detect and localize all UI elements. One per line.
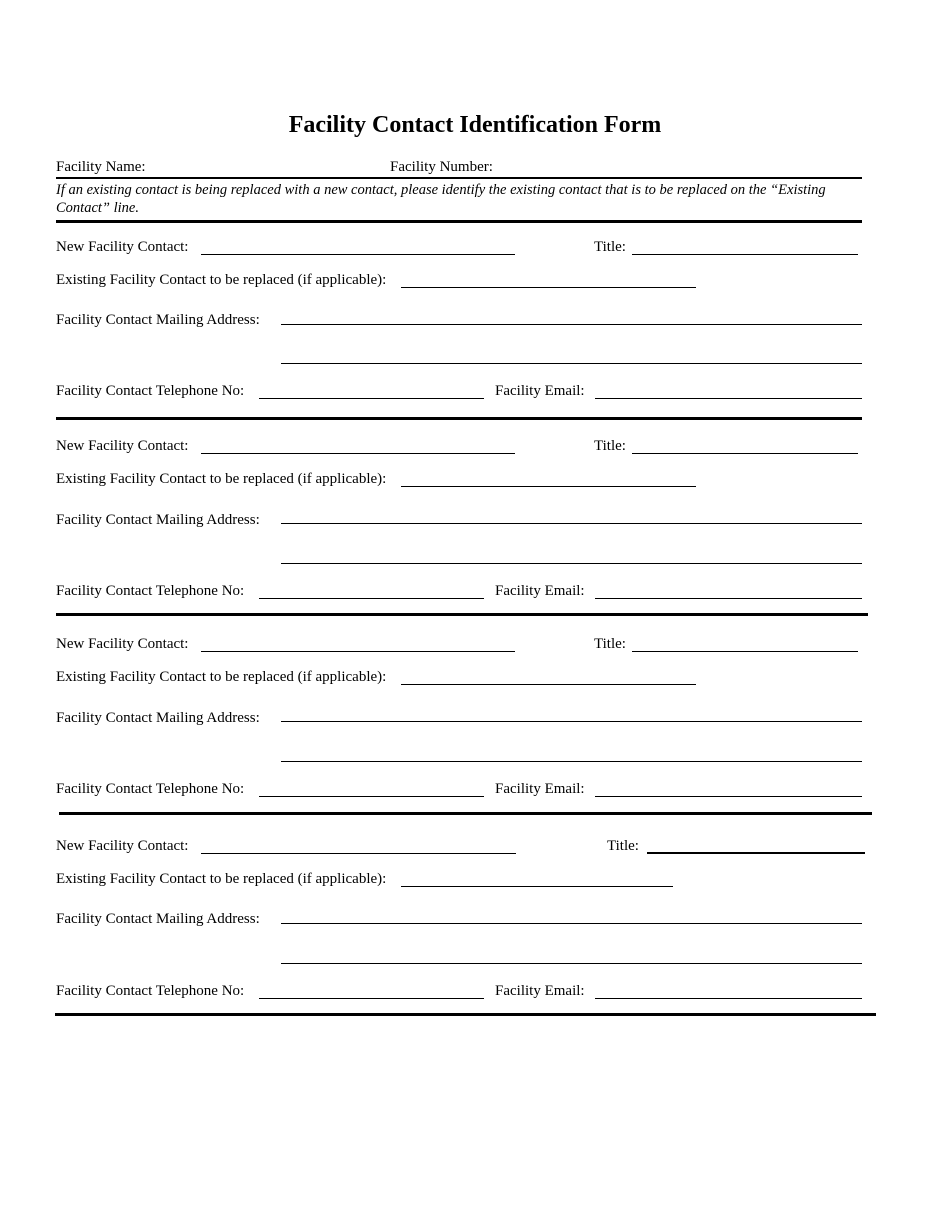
form-title: Facility Contact Identification Form bbox=[288, 112, 662, 138]
telephone-input[interactable] bbox=[259, 382, 484, 399]
existing-contact-label: Existing Facility Contact to be replaced (if applicable): bbox=[56, 871, 387, 887]
telephone-label: Facility Contact Telephone No: bbox=[56, 983, 245, 999]
facility-number-label: Facility Number: bbox=[390, 159, 493, 175]
mailing-address-line-1[interactable] bbox=[281, 507, 862, 524]
new-contact-label: New Facility Contact: bbox=[56, 838, 189, 854]
mailing-address-label: Facility Contact Mailing Address: bbox=[56, 512, 260, 528]
existing-contact-label: Existing Facility Contact to be replaced (if applicable): bbox=[56, 272, 387, 288]
title-label: Title: bbox=[594, 438, 626, 454]
email-label: Facility Email: bbox=[495, 781, 585, 797]
existing-contact-input[interactable] bbox=[401, 470, 696, 487]
mailing-address-line-2[interactable] bbox=[281, 947, 862, 964]
email-label: Facility Email: bbox=[495, 583, 585, 599]
email-input[interactable] bbox=[595, 382, 862, 399]
block-divider bbox=[59, 812, 872, 815]
header-divider bbox=[56, 177, 862, 179]
telephone-input[interactable] bbox=[259, 780, 484, 797]
title-label: Title: bbox=[594, 636, 626, 652]
mailing-address-line-1[interactable] bbox=[281, 308, 862, 325]
form-bottom-rule bbox=[55, 1013, 876, 1016]
title-input[interactable] bbox=[632, 635, 858, 652]
title-label: Title: bbox=[594, 239, 626, 255]
telephone-label: Facility Contact Telephone No: bbox=[56, 383, 245, 399]
email-label: Facility Email: bbox=[495, 983, 585, 999]
new-contact-label: New Facility Contact: bbox=[56, 636, 189, 652]
facility-name-label: Facility Name: bbox=[56, 159, 146, 175]
new-contact-input[interactable] bbox=[201, 635, 515, 652]
mailing-address-line-1[interactable] bbox=[281, 907, 862, 924]
block-divider bbox=[56, 417, 862, 420]
block-divider bbox=[56, 613, 868, 616]
email-input[interactable] bbox=[595, 982, 862, 999]
existing-contact-label: Existing Facility Contact to be replaced (if applicable): bbox=[56, 471, 387, 487]
new-contact-input[interactable] bbox=[201, 238, 515, 255]
title-input[interactable] bbox=[632, 437, 858, 454]
existing-contact-input[interactable] bbox=[401, 271, 696, 288]
new-contact-input[interactable] bbox=[201, 437, 515, 454]
instructions-divider bbox=[56, 220, 862, 223]
new-contact-input[interactable] bbox=[201, 837, 516, 854]
mailing-address-line-2[interactable] bbox=[281, 547, 862, 564]
mailing-address-label: Facility Contact Mailing Address: bbox=[56, 710, 260, 726]
new-contact-label: New Facility Contact: bbox=[56, 438, 189, 454]
mailing-address-line-1[interactable] bbox=[281, 705, 862, 722]
telephone-input[interactable] bbox=[259, 582, 484, 599]
existing-contact-label: Existing Facility Contact to be replaced (if applicable): bbox=[56, 669, 387, 685]
title-label: Title: bbox=[607, 838, 639, 854]
new-contact-label: New Facility Contact: bbox=[56, 239, 189, 255]
facility-name-input[interactable] bbox=[152, 158, 382, 174]
facility-number-input[interactable] bbox=[500, 158, 856, 174]
existing-contact-input[interactable] bbox=[401, 870, 673, 887]
mailing-address-label: Facility Contact Mailing Address: bbox=[56, 312, 260, 328]
email-label: Facility Email: bbox=[495, 383, 585, 399]
email-input[interactable] bbox=[595, 780, 862, 797]
telephone-label: Facility Contact Telephone No: bbox=[56, 781, 245, 797]
existing-contact-input[interactable] bbox=[401, 668, 696, 685]
telephone-label: Facility Contact Telephone No: bbox=[56, 583, 245, 599]
telephone-input[interactable] bbox=[259, 982, 484, 999]
mailing-address-line-2[interactable] bbox=[281, 347, 862, 364]
instructions-text: If an existing contact is being replaced with a new contact, please identify the existing contact that is to be replaced on the “Existing Contact” line. bbox=[56, 182, 826, 216]
email-input[interactable] bbox=[595, 582, 862, 599]
mailing-address-label: Facility Contact Mailing Address: bbox=[56, 911, 260, 927]
title-input[interactable] bbox=[632, 238, 858, 255]
title-input[interactable] bbox=[647, 836, 865, 854]
mailing-address-line-2[interactable] bbox=[281, 745, 862, 762]
